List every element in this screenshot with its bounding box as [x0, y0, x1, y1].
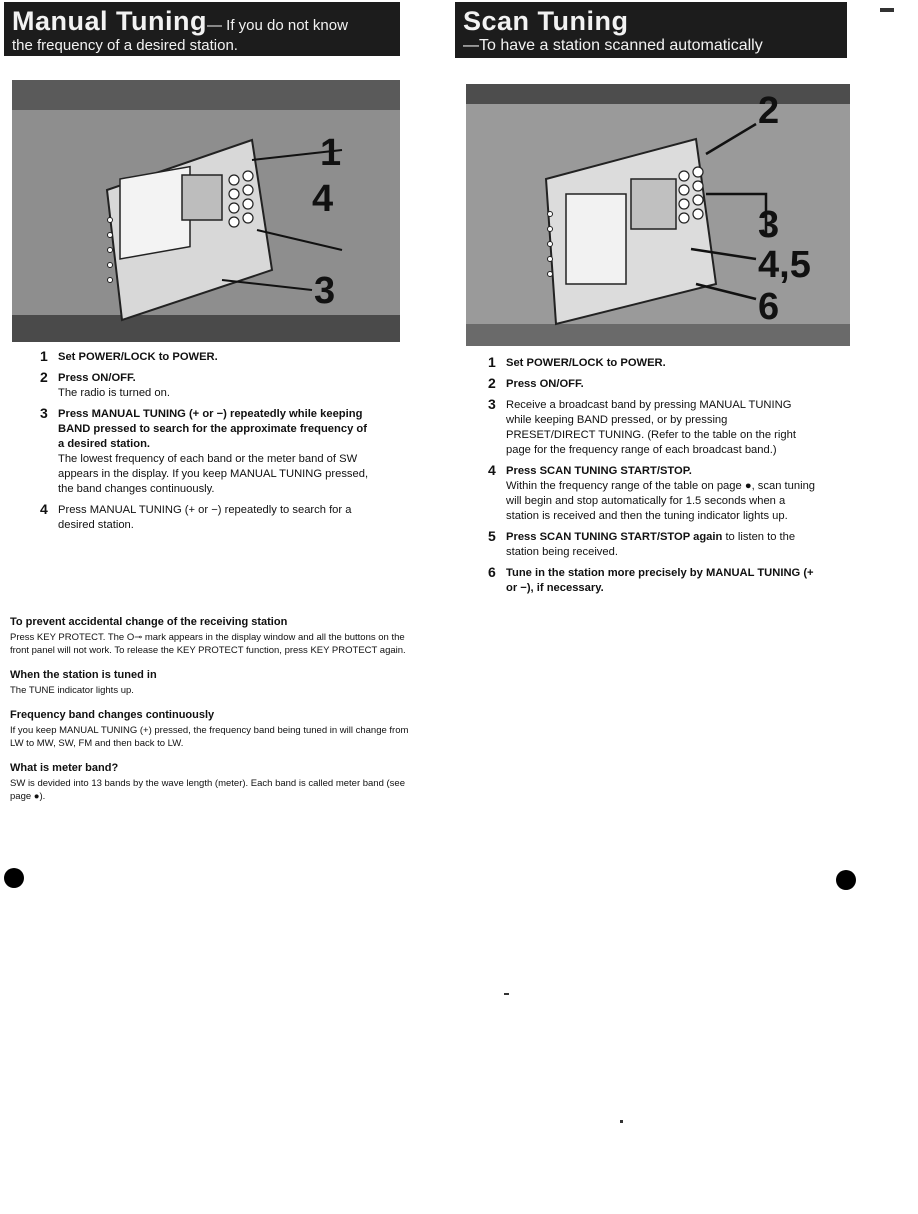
page-marker-dot-left [4, 868, 24, 888]
note-text: If you keep MANUAL TUNING (+) pressed, the frequency band being tuned in will change from LW to MW, SW, FM and then back to LW. [10, 725, 409, 749]
step-number: 2 [488, 375, 496, 391]
manual-tuning-title: Manual Tuning [12, 6, 207, 36]
radio-illustration-manual [12, 80, 400, 342]
callout-3: 3 [758, 204, 780, 246]
list-item [40, 350, 370, 365]
list-item [488, 398, 818, 458]
step-heading: Press SCAN TUNING START/STOP again [506, 531, 723, 543]
list-item [488, 356, 818, 371]
step-body: Receive a broadcast band by pressing MANUAL TUNING while keeping BAND pressed, or by pressing PRESET/DIRECT TUNING. (Refer to the table on the right page for the frequency range of each broadcast band.) [506, 399, 796, 456]
list-item [488, 464, 818, 524]
manual-tuning-steps [40, 350, 370, 539]
step-number: 3 [488, 396, 496, 412]
radio-drawing-manual [12, 80, 400, 342]
step-number: 1 [40, 348, 48, 364]
note-tuned-in [10, 669, 410, 697]
step-heading: Set POWER/LOCK to POWER. [506, 357, 666, 369]
page-marker-dot-right [836, 870, 856, 890]
scan-tuning-steps [488, 356, 818, 602]
callout-1: 1 [320, 132, 342, 174]
step-body: Press MANUAL TUNING (+ or −) repeatedly to search for a desired station. [58, 504, 352, 531]
list-item [488, 566, 818, 596]
step-number: 6 [488, 564, 496, 580]
step-body: to listen to the station being received. [506, 531, 796, 558]
note-meter-band [10, 762, 410, 803]
step-number: 4 [40, 501, 48, 517]
note-title: When the station is tuned in [10, 669, 157, 681]
list-item [40, 407, 370, 497]
scan-tuning-header [455, 2, 847, 58]
callout-6: 6 [758, 286, 780, 328]
scan-tuning-subtitle: —To have a station scanned automatically [463, 37, 763, 54]
step-heading: Press SCAN TUNING START/STOP. [506, 465, 692, 477]
note-title: To prevent accidental change of the receiving station [10, 616, 288, 628]
speck [880, 8, 894, 12]
radio-drawing-scan [466, 84, 850, 346]
step-heading: Tune in the station more precisely by MANUAL TUNING (+ or −), if necessary. [506, 567, 814, 594]
step-number: 2 [40, 369, 48, 385]
list-item [488, 377, 818, 392]
step-number: 5 [488, 528, 496, 544]
note-key-protect [10, 616, 410, 657]
list-item [40, 371, 370, 401]
step-heading: Press MANUAL TUNING (+ or −) repeatedly while keeping BAND pressed to search for the approximate frequency of a desired station. [58, 408, 367, 450]
list-item [40, 503, 370, 533]
radio-illustration-scan [466, 84, 850, 346]
manual-tuning-header [4, 2, 400, 56]
speck [620, 1120, 623, 1123]
scan-tuning-title: Scan Tuning [463, 6, 629, 36]
step-heading: Set POWER/LOCK to POWER. [58, 351, 218, 363]
callout-4: 4 [312, 178, 334, 220]
manual-tuning-subtitle-1: — If you do not know [206, 17, 348, 34]
step-body: The radio is turned on. [58, 387, 170, 399]
manual-tuning-notes [10, 616, 410, 815]
note-title: Frequency band changes continuously [10, 709, 215, 721]
step-body: The lowest frequency of each band or the meter band of SW appears in the display. If you keep MANUAL TUNING pressed, the band changes continuously. [58, 453, 369, 495]
callout-2: 2 [758, 90, 780, 132]
step-heading: Press ON/OFF. [58, 372, 136, 384]
step-heading: Press ON/OFF. [506, 378, 584, 390]
step-number: 1 [488, 354, 496, 370]
step-number: 4 [488, 462, 496, 478]
speck [504, 993, 509, 995]
step-body: Within the frequency range of the table on page ●, scan tuning will begin and stop automatically for 1.5 seconds when a station is received and then the tuning indicator lights up. [506, 480, 816, 522]
note-title: What is meter band? [10, 762, 119, 774]
step-number: 3 [40, 405, 48, 421]
note-text: The TUNE indicator lights up. [10, 685, 134, 696]
note-text: SW is devided into 13 bands by the wave length (meter). Each band is called meter band (see page ●). [10, 778, 405, 802]
note-band-changes [10, 709, 410, 750]
note-text: Press KEY PROTECT. The O⊸ mark appears in the display window and all the buttons on the front panel will not work. To release the KEY PROTECT function, press KEY PROTECT again. [10, 632, 406, 656]
callout-3: 3 [314, 270, 336, 312]
list-item [488, 530, 818, 560]
callout-4-5: 4,5 [758, 244, 811, 286]
manual-tuning-subtitle-2: the frequency of a desired station. [12, 37, 238, 54]
